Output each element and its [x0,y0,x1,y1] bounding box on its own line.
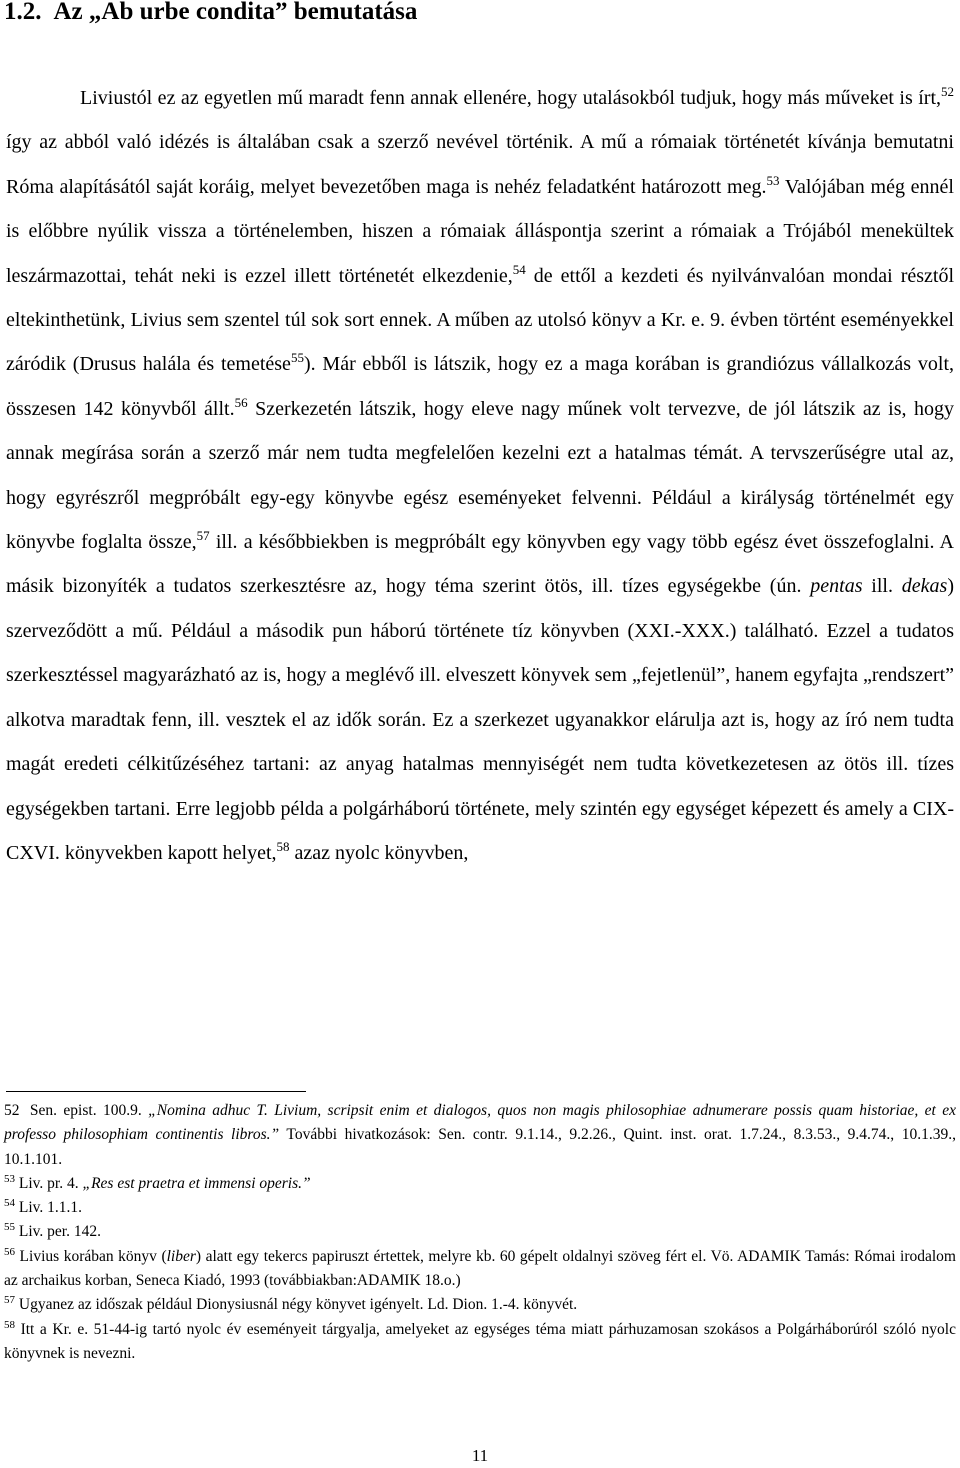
footnote-quote: „Nomina adhuc T. Livium, scripsit enim et dialogos, quos non magis philosophiae adnumerare possis quam historiae, et ex professo philosophiam continentis libros.” [4,1102,956,1144]
footnote-text: További hivatkozások: Sen. contr. 9.1.14., 9.2.26., Quint. inst. orat. 1.7.24., 8.3.53., 9.4.74., 10.1.39., 10.1.101. [4,1126,956,1168]
footnote-text: Itt a Kr. e. 51-44-ig tartó nyolc év eseményeit tárgyalja, amelyeket az egységes téma miatt párhuzamosan szokásos a Polgárháborúról szóló nyolc könyvnek is nevezni. [4,1320,956,1362]
page-number: 11 [471,1446,489,1465]
footnotes [4,1099,956,1366]
footnote-separator [6,1091,306,1092]
section-number: 1.2. [4,0,42,25]
section-title: Az „Ab urbe condita” bemutatása [53,0,418,25]
footnote-53 [4,1172,956,1196]
footnote-text: Livius korában könyv ( [19,1247,167,1265]
italic-term-dekas: dekas [901,575,948,598]
footnote-number: 57 [4,1294,15,1307]
footnote-quote: „Res est praetra et immensi operis.” [82,1174,311,1192]
text-run: ). Már ebből is látszik, hogy ez a maga korában is grandiózus vállalkozás volt, összesen 142 könyvből állt. [6,353,955,420]
body-text [6,76,954,875]
footnote-ref-54[interactable]: 54 [512,261,526,277]
footnote-text: Sen. epist. 100.9. [29,1102,149,1119]
footnote-number: 58 [4,1318,15,1331]
text-run: azaz nyolc könyvben, [289,841,469,864]
text-run: ill. a későbbiekben is megpróbált egy könyvben egy vagy több egész évet összefoglalni. A másik bizonyíték a tudatos szerkesztésre az, hogy téma szerint ötös, ill. tízes egységekbe (ún. [6,531,954,598]
section-heading [4,0,417,26]
footnote-ref-52[interactable]: 52 [941,84,954,99]
footnote-ref-53[interactable]: 53 [766,172,780,188]
footnote-text: ) alatt egy tekercs papiruszt értettek, melyre kb. 60 gépelt oldalnyi szöveg fért el. Vö. ADAMIK Tamás: Római irodalom az archaikus korban, Seneca Kiadó, 1993 (továbbiakban:ADAMIK 18.o.) [4,1247,956,1290]
footnote-ref-57[interactable]: 57 [196,528,210,544]
footnote-number: 54 [4,1197,15,1210]
footnote-number: 52 [4,1102,20,1119]
footnote-55 [4,1220,956,1244]
footnote-56 [4,1245,956,1294]
footnote-number: 53 [4,1172,15,1185]
footnote-text: Liv. pr. 4. [18,1174,83,1192]
footnote-54 [4,1196,956,1220]
footnote-text: Ugyanez az időszak például Dionysiusnál négy könyvet igényelt. Ld. Dion. 1.-4. könyvét. [18,1296,578,1314]
text-run: ill. [862,575,902,598]
text-run: de ettől a kezdeti és nyilvánvalóan mondai résztől eltekinthetünk, Livius sem szentel túl sok sort ennek. A műben az utolsó könyv a Kr. e. 9. évben történt eseményekkel záródik (Drusus halála és temetése [6,264,955,376]
footnote-number: 55 [4,1221,15,1234]
footnote-58 [4,1318,956,1367]
footnote-57 [4,1293,956,1317]
footnote-text: Liv. per. 142. [18,1223,101,1241]
text-run: Liviustól ez az egyetlen mű maradt fenn annak ellenére, hogy utalásokból tudjuk, hogy más műveket is írt, [80,87,941,109]
footnote-ref-56[interactable]: 56 [234,394,248,410]
footnote-ref-55[interactable]: 55 [290,350,304,366]
text-run: Valójában még ennél is előbbre nyúlik vissza a történelemben, hiszen a rómaiak álláspontja szerint a rómaiak a Trójából menekültek leszármazottai, tehát neki is ezzel illett történetét elkezdenie, [6,175,954,287]
text-run: Szerkezetén látszik, hogy eleve nagy műnek volt tervezve, de jól látszik az is, hogy annak megírása során a szerző már nem tudta megfelelően kezelni ezt a hatalmas témát. A tervszerűségre utal az, hogy egyrészről megpróbált egy-egy könyvbe egész eseményeket felvenni. Például a királyság történelmét egy könyvbe foglalta össze, [6,397,955,554]
text-run: így az abból való idézés is általában csak a szerző nevével történik. A mű a rómaiak történetét kívánja bemutatni Róma alapításától saját koráig, melyet bevezetőben maga is nehéz feladatként határozott meg. [6,131,954,198]
text-run: ) szerveződött a mű. Például a második pun háború története tíz könyvben (XXI.-XXX.) található. Ezzel a tudatos szerkesztéssel magyarázható az is, hogy a meglévő ill. elveszett könyvek sem „fejetlenül”, hanem egyfajta „rendszert” alkotva maradtak fenn, ill. vesztek el az idők során. Ez a szerkezet ugyanakkor elárulja azt is, hogy az író nem tudta magát eredeti célkitűzéséhez tartani: az anyag hatalmas mennyiségét nem tudta következetesen az ötös ill. tízes egységekben tartani. Erre legjobb példa a polgárháború története, mely szintén egy egységet képezett és amely a CIX-CXVI. könyvekben kapott helyet, [6,575,954,864]
footnote-52 [4,1099,956,1172]
footnote-text: Liv. 1.1.1. [18,1199,83,1217]
footnote-italic-term: liber [166,1247,196,1265]
body-paragraph [6,76,954,875]
footnote-number: 56 [4,1245,15,1258]
footnote-ref-58[interactable]: 58 [276,838,290,854]
italic-term-pentas: pentas [810,575,863,598]
